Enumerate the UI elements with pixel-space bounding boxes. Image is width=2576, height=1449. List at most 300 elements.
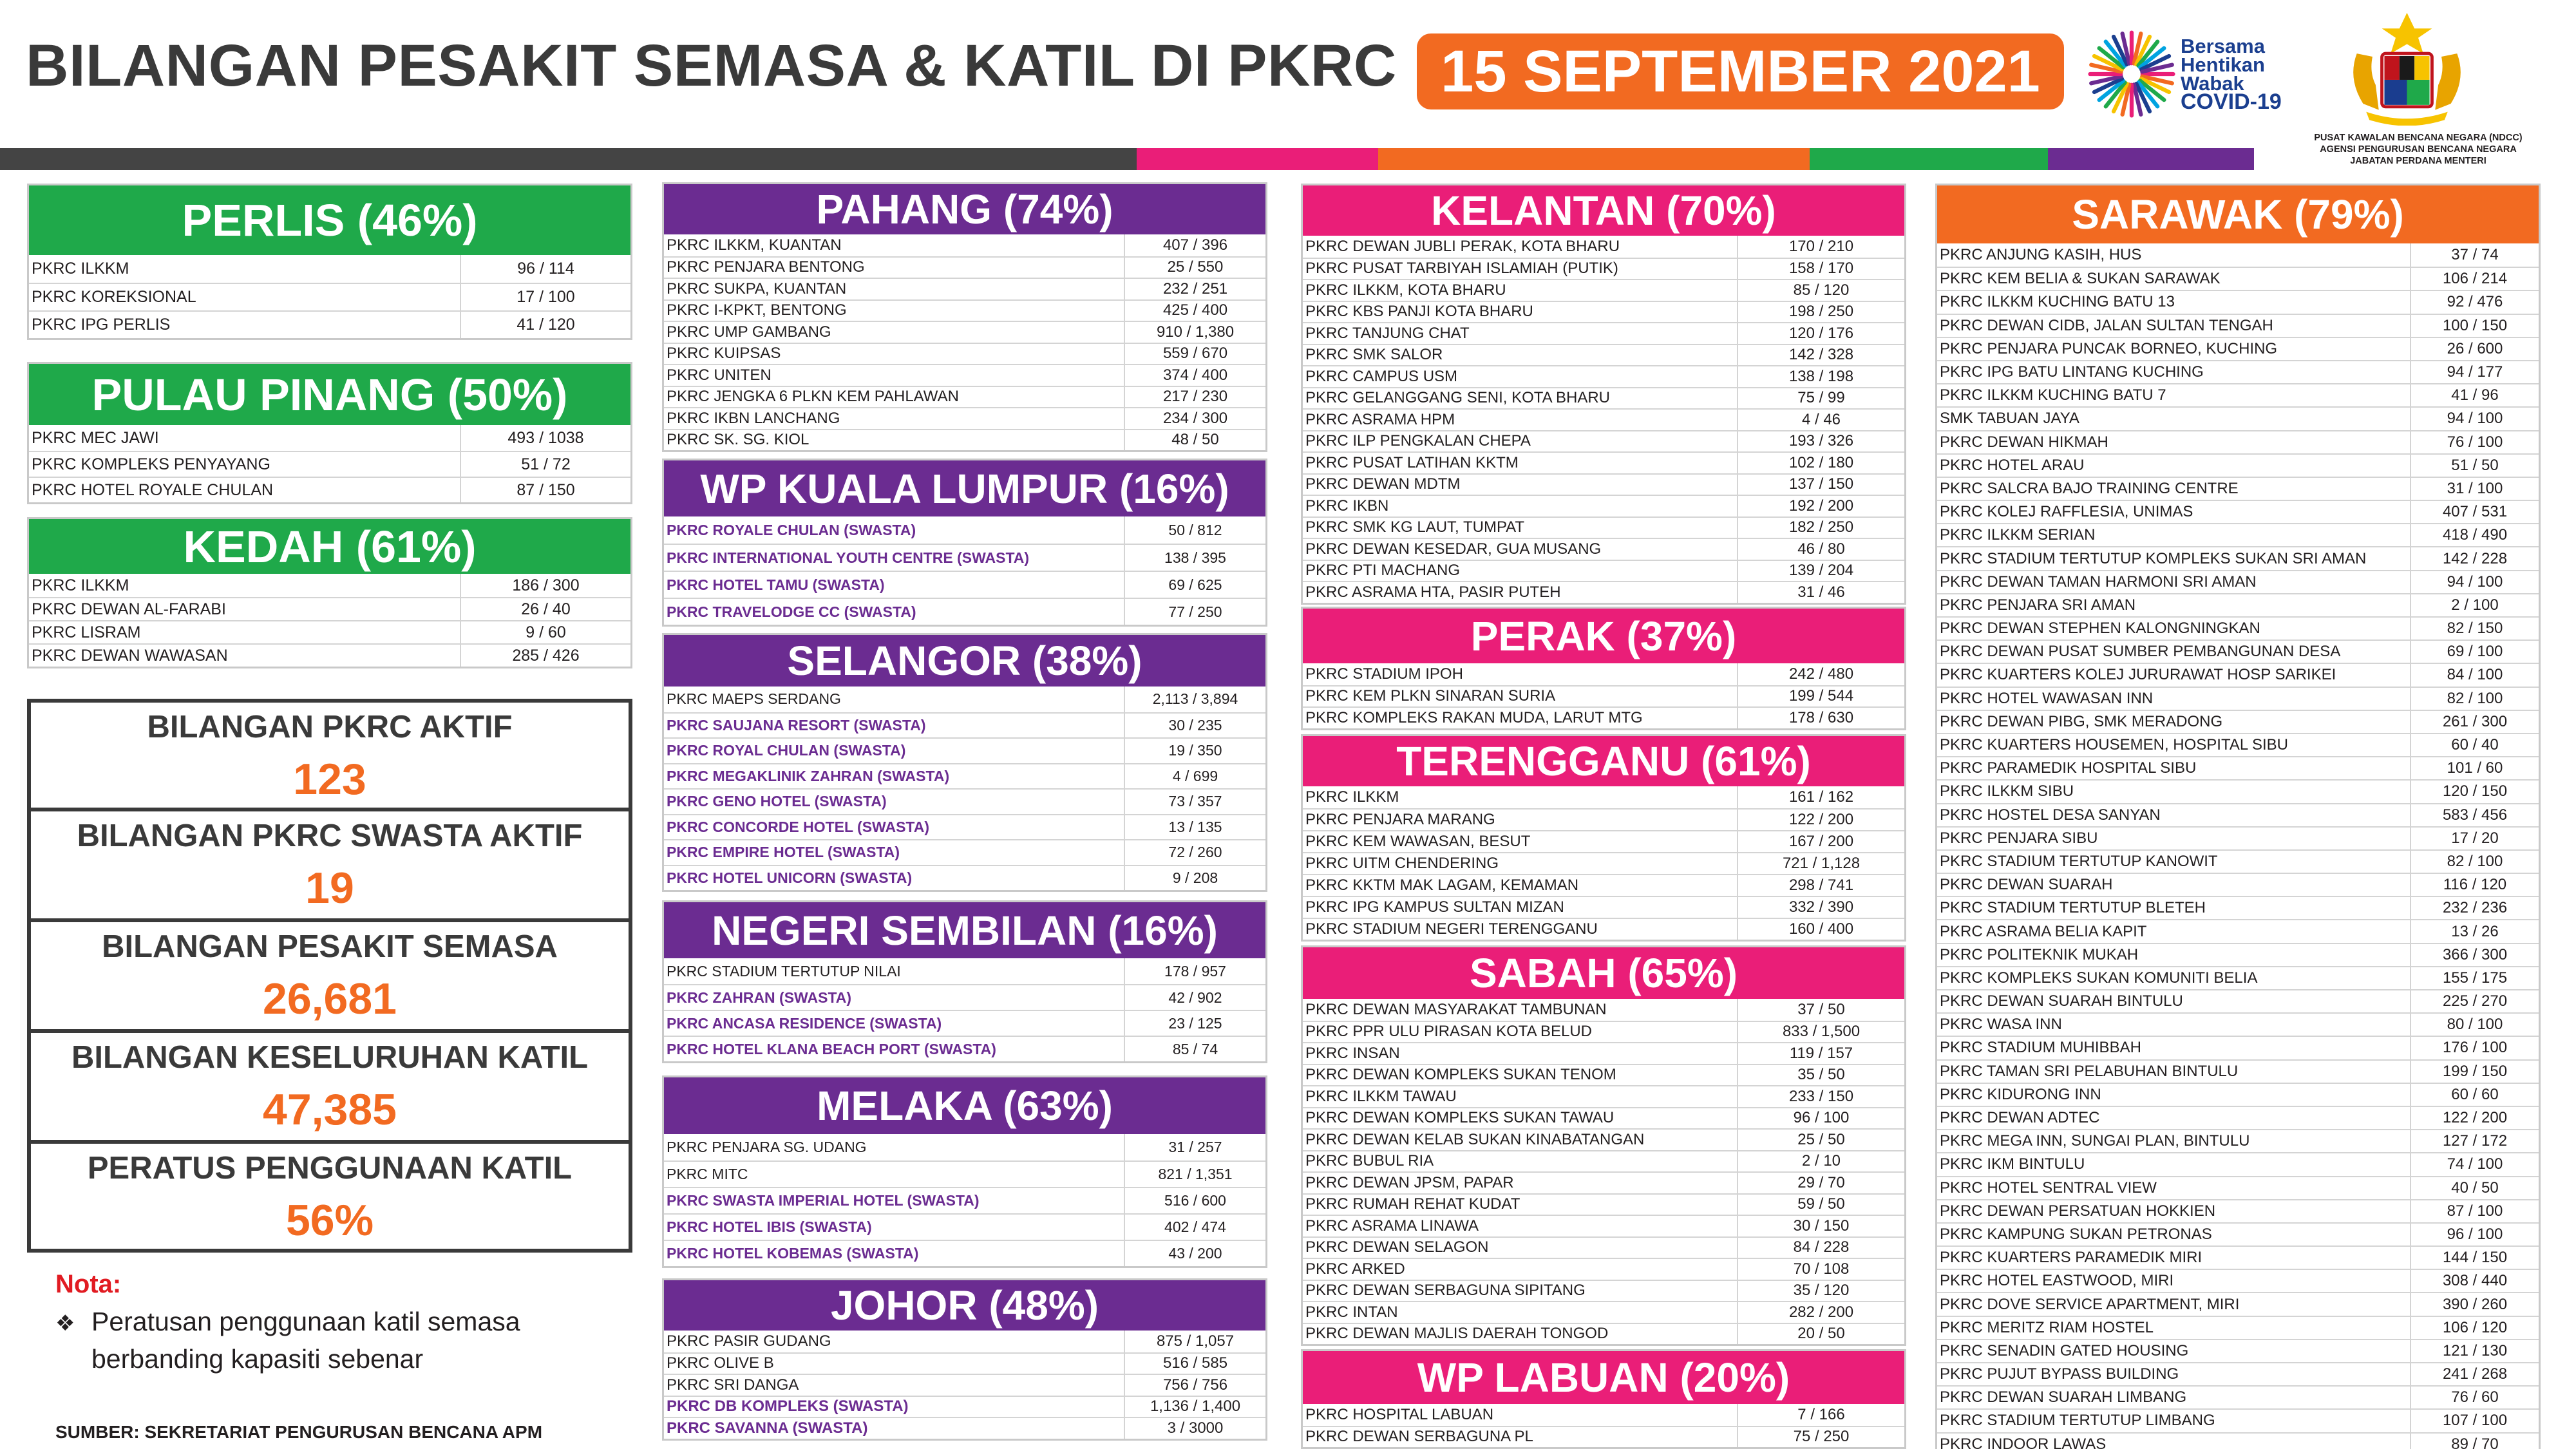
table-row xyxy=(664,1187,1265,1213)
pkrc-name: PKRC ASRAMA BELIA KAPIT xyxy=(1940,922,2147,940)
state-panel-kuala-lumpur xyxy=(662,459,1267,627)
patient-bed-count: 82 / 150 xyxy=(2410,618,2539,639)
table-row xyxy=(1303,451,1904,473)
pkrc-name: PKRC DB KOMPLEKS (SWASTA) xyxy=(667,1397,909,1416)
patient-bed-count: 2 / 100 xyxy=(2410,594,2539,616)
pkrc-name: PKRC PUSAT TARBIYAH ISLAMIAH (PUTIK) xyxy=(1305,260,1618,278)
table-row xyxy=(1937,989,2539,1012)
table-row xyxy=(1303,1280,1904,1302)
summary-label: BILANGAN PKRC SWASTA AKTIF xyxy=(77,819,583,853)
pkrc-name: PKRC PENJARA SRI AMAN xyxy=(1940,596,2136,614)
summary-value: 19 xyxy=(305,864,354,913)
table-row xyxy=(664,1352,1265,1374)
patient-bed-count: 100 / 150 xyxy=(2410,315,2539,337)
pkrc-name: PKRC HOTEL UNICORN (SWASTA) xyxy=(667,869,913,886)
patient-bed-count: 833 / 1,500 xyxy=(1737,1022,1904,1043)
pkrc-name: PKRC SENADIN GATED HOUSING xyxy=(1940,1341,2189,1359)
table-row xyxy=(1303,1128,1904,1150)
pkrc-name: PKRC HOTEL ROYALE CHULAN xyxy=(32,480,274,499)
table-row xyxy=(664,865,1265,891)
pkrc-name: PKRC SWASTA IMPERIAL HOTEL (SWASTA) xyxy=(667,1192,980,1209)
table-row xyxy=(1937,337,2539,360)
pkrc-name: PKRC STADIUM TERTUTUP KANOWIT xyxy=(1940,852,2218,870)
pkrc-name: PKRC ASRAMA HPM xyxy=(1305,410,1455,428)
table-row xyxy=(1303,1064,1904,1086)
patient-bed-count: 87 / 150 xyxy=(460,478,630,502)
patient-bed-count: 234 / 300 xyxy=(1124,408,1265,429)
table-row xyxy=(1303,344,1904,366)
patient-bed-count: 37 / 50 xyxy=(1737,999,1904,1021)
table-row xyxy=(1303,830,1904,852)
table-row xyxy=(1303,408,1904,430)
pkrc-name: PKRC CONCORDE HOTEL (SWASTA) xyxy=(667,818,930,835)
summary-label: BILANGAN PKRC AKTIF xyxy=(147,710,513,744)
table-row xyxy=(1937,756,2539,779)
patient-bed-count: 85 / 74 xyxy=(1124,1037,1265,1061)
pkrc-name: PKRC DEWAN SERBAGUNA PL xyxy=(1305,1428,1533,1446)
pkrc-name: PKRC ILKKM KUCHING BATU 13 xyxy=(1940,293,2175,311)
pkrc-name: PKRC HOTEL ARAU xyxy=(1940,456,2085,474)
table-row xyxy=(1937,290,2539,313)
pkrc-name: PKRC PTI MACHANG xyxy=(1305,562,1461,580)
patient-bed-count: 31 / 100 xyxy=(2410,478,2539,500)
patient-bed-count: 199 / 544 xyxy=(1737,687,1904,707)
table-row xyxy=(1937,1339,2539,1362)
logo-line: Wabak xyxy=(2181,72,2244,95)
summary-label: BILANGAN KESELURUHAN KATIL xyxy=(71,1040,589,1075)
table-row xyxy=(664,429,1265,451)
patient-bed-count: 17 / 20 xyxy=(2410,828,2539,849)
patient-bed-count: 121 / 130 xyxy=(2410,1340,2539,1362)
table-row xyxy=(1937,1245,2539,1269)
summary-label: BILANGAN PESAKIT SEMASA xyxy=(102,929,558,964)
pkrc-name: PKRC ILP PENGKALAN CHEPA xyxy=(1305,432,1531,450)
table-row xyxy=(664,321,1265,343)
table-row xyxy=(1937,896,2539,919)
state-panel-pahang xyxy=(662,182,1267,452)
pkrc-name: PKRC SUKPA, KUANTAN xyxy=(667,279,847,298)
patient-bed-count: 94 / 100 xyxy=(2410,408,2539,430)
pkrc-name: PKRC HOSTEL DESA SANYAN xyxy=(1940,806,2161,824)
patient-bed-count: 92 / 476 xyxy=(2410,291,2539,313)
table-row xyxy=(1303,301,1904,323)
patient-bed-count: 119 / 157 xyxy=(1737,1043,1904,1064)
patient-bed-count: 160 / 400 xyxy=(1737,919,1904,940)
table-row xyxy=(29,425,630,451)
pkrc-name: PKRC DEWAN PERSATUAN HOKKIEN xyxy=(1940,1202,2216,1220)
table-row xyxy=(1937,453,2539,477)
patient-bed-count: 25 / 550 xyxy=(1124,258,1265,278)
table-row xyxy=(1937,943,2539,966)
state-panel-sarawak xyxy=(1935,184,2541,1449)
patient-bed-count: 138 / 198 xyxy=(1737,366,1904,387)
summary-value: 56% xyxy=(285,1196,374,1245)
patient-bed-count: 23 / 125 xyxy=(1124,1011,1265,1036)
header-stripe-purple xyxy=(2048,148,2254,170)
table-row xyxy=(1937,546,2539,569)
patient-bed-count: 72 / 260 xyxy=(1124,840,1265,865)
patient-bed-count: 122 / 200 xyxy=(2410,1107,2539,1129)
patient-bed-count: 30 / 235 xyxy=(1124,714,1265,738)
pkrc-name: PKRC PUJUT BYPASS BUILDING xyxy=(1940,1365,2179,1383)
table-row xyxy=(1303,258,1904,279)
table-row xyxy=(664,712,1265,738)
table-row xyxy=(1937,826,2539,849)
table-row xyxy=(664,407,1265,429)
table-row xyxy=(1937,687,2539,710)
table-row xyxy=(1303,430,1904,452)
table-row xyxy=(29,477,630,502)
table-row xyxy=(1937,779,2539,802)
pkrc-name: PKRC DEWAN MAJLIS DAERAH TONGOD xyxy=(1305,1325,1609,1343)
pkrc-name: PKRC HOTEL KOBEMAS (SWASTA) xyxy=(667,1245,919,1262)
table-row xyxy=(1303,1021,1904,1043)
table-row xyxy=(1937,1362,2539,1385)
patient-bed-count: 51 / 72 xyxy=(460,452,630,477)
table-row xyxy=(1937,430,2539,453)
patient-bed-count: 96 / 100 xyxy=(2410,1224,2539,1245)
note-heading: Nota: xyxy=(55,1270,122,1298)
table-row xyxy=(1303,918,1904,940)
patient-bed-count: 374 / 400 xyxy=(1124,365,1265,386)
state-panel-terengganu xyxy=(1301,734,1906,942)
patient-bed-count: 106 / 214 xyxy=(2410,268,2539,290)
patient-bed-count: 84 / 228 xyxy=(1737,1238,1904,1258)
patient-bed-count: 74 / 100 xyxy=(2410,1153,2539,1175)
pkrc-name: PKRC IPG BATU LINTANG KUCHING xyxy=(1940,363,2204,381)
pkrc-name: PKRC MEGAKLINIK ZAHRAN (SWASTA) xyxy=(667,767,950,784)
table-row xyxy=(1303,685,1904,707)
patient-bed-count: 50 / 812 xyxy=(1124,516,1265,544)
page-title: BILANGAN PESAKIT SEMASA & KATIL DI PKRC xyxy=(26,33,1397,99)
pkrc-name: PKRC STADIUM IPOH xyxy=(1305,665,1463,683)
patient-bed-count: 559 / 670 xyxy=(1124,344,1265,365)
patient-bed-count: 232 / 236 xyxy=(2410,897,2539,919)
table-row xyxy=(1303,473,1904,495)
state-header: PERLIS (46%) xyxy=(29,185,630,255)
patient-bed-count: 137 / 150 xyxy=(1737,475,1904,495)
patient-bed-count: 407 / 396 xyxy=(1124,234,1265,256)
patient-bed-count: 96 / 114 xyxy=(460,255,630,283)
table-row xyxy=(664,516,1265,544)
pkrc-name: PKRC HOTEL WAWASAN INN xyxy=(1940,689,2154,707)
summary-box xyxy=(27,1031,632,1142)
table-row xyxy=(1937,1129,2539,1152)
patient-bed-count: 70 / 108 xyxy=(1737,1259,1904,1280)
pkrc-name: PKRC ZAHRAN (SWASTA) xyxy=(667,989,852,1006)
patient-bed-count: 116 / 120 xyxy=(2410,874,2539,896)
summary-value: 123 xyxy=(293,755,366,804)
pkrc-name: PKRC DEWAN CIDB, JALAN SULTAN TENGAH xyxy=(1940,316,2273,334)
table-row xyxy=(1303,279,1904,301)
table-row xyxy=(664,1036,1265,1061)
table-row xyxy=(1303,706,1904,728)
pkrc-name: PKRC DEWAN PUSAT SUMBER PEMBANGUNAN DESA xyxy=(1940,643,2341,661)
patient-bed-count: 82 / 100 xyxy=(2410,851,2539,873)
patient-bed-count: 89 / 70 xyxy=(2410,1434,2539,1449)
pkrc-name: PKRC KEM WAWASAN, BESUT xyxy=(1305,833,1531,850)
table-row xyxy=(664,984,1265,1010)
patient-bed-count: 76 / 60 xyxy=(2410,1387,2539,1408)
table-row xyxy=(1937,1176,2539,1199)
table-row xyxy=(1303,1236,1904,1258)
pkrc-name: PKRC CAMPUS USM xyxy=(1305,367,1458,385)
table-row xyxy=(664,1374,1265,1396)
table-row xyxy=(1303,1042,1904,1064)
summary-box xyxy=(27,920,632,1031)
patient-bed-count: 41 / 96 xyxy=(2410,384,2539,406)
pkrc-name: PKRC ILKKM xyxy=(32,576,129,594)
coat-of-arms-icon xyxy=(2344,10,2470,126)
patient-bed-count: 182 / 250 xyxy=(1737,518,1904,538)
pkrc-name: PKRC TRAVELODGE CC (SWASTA) xyxy=(667,603,916,620)
pkrc-name: PKRC PASIR GUDANG xyxy=(667,1332,831,1350)
table-row xyxy=(1937,1269,2539,1292)
header-stripe-pink xyxy=(1137,148,1378,170)
table-row xyxy=(1937,477,2539,500)
pkrc-name: PKRC UITM CHENDERING xyxy=(1305,855,1499,872)
pkrc-name: PKRC HOTEL KLANA BEACH PORT (SWASTA) xyxy=(667,1040,996,1057)
patient-bed-count: 390 / 260 xyxy=(2410,1293,2539,1315)
patient-bed-count: 332 / 390 xyxy=(1737,897,1904,918)
patient-bed-count: 69 / 625 xyxy=(1124,572,1265,598)
table-row xyxy=(664,763,1265,789)
state-panel-labuan xyxy=(1301,1349,1906,1449)
pkrc-name: PKRC SAUJANA RESORT (SWASTA) xyxy=(667,716,926,734)
state-header: KELANTAN (70%) xyxy=(1303,185,1904,236)
patient-bed-count: 493 / 1038 xyxy=(460,425,630,451)
pkrc-name: PKRC DEWAN ADTEC xyxy=(1940,1109,2100,1127)
table-row xyxy=(664,544,1265,571)
header-stripe-gray xyxy=(0,148,1137,170)
table-row xyxy=(664,687,1265,712)
pkrc-name: PKRC ILKKM xyxy=(1305,788,1399,806)
patient-bed-count: 285 / 426 xyxy=(460,645,630,667)
patient-bed-count: 170 / 210 xyxy=(1737,236,1904,258)
pkrc-name: PKRC STADIUM TERTUTUP LIMBANG xyxy=(1940,1412,2215,1430)
table-row xyxy=(1303,896,1904,918)
patient-bed-count: 25 / 50 xyxy=(1737,1130,1904,1150)
table-row xyxy=(664,234,1265,256)
patient-bed-count: 1,136 / 1,400 xyxy=(1124,1397,1265,1417)
table-row xyxy=(664,1213,1265,1240)
patient-bed-count: 82 / 100 xyxy=(2410,688,2539,710)
patient-bed-count: 46 / 80 xyxy=(1737,539,1904,560)
table-row xyxy=(1937,873,2539,896)
table-row xyxy=(664,364,1265,386)
pkrc-name: PKRC IKBN LANCHANG xyxy=(667,409,840,427)
table-row xyxy=(1937,919,2539,942)
pkrc-name: PKRC WASA INN xyxy=(1940,1016,2062,1034)
patient-bed-count: 192 / 200 xyxy=(1737,496,1904,516)
patient-bed-count: 158 / 170 xyxy=(1737,259,1904,279)
table-row xyxy=(664,737,1265,763)
pkrc-name: PKRC HOTEL SENTRAL VIEW xyxy=(1940,1179,2157,1197)
table-row xyxy=(1303,1215,1904,1236)
table-row xyxy=(29,283,630,310)
pkrc-name: PKRC STADIUM TERTUTUP KOMPLEKS SUKAN SRI AMAN xyxy=(1940,549,2367,567)
table-row xyxy=(1937,1316,2539,1339)
patient-bed-count: 26 / 600 xyxy=(2410,338,2539,360)
patient-bed-count: 94 / 177 xyxy=(2410,361,2539,383)
pkrc-name: PKRC PARAMEDIK HOSPITAL SIBU xyxy=(1940,759,2197,777)
pkrc-name: PKRC JENGKA 6 PLKN KEM PAHLAWAN xyxy=(667,388,959,406)
pkrc-name: PKRC KOMPLEKS RAKAN MUDA, LARUT MTG xyxy=(1305,708,1643,726)
table-row xyxy=(664,1010,1265,1036)
pkrc-name: PKRC DEWAN SUARAH LIMBANG xyxy=(1940,1388,2187,1406)
patient-bed-count: 76 / 100 xyxy=(2410,431,2539,453)
patient-bed-count: 721 / 1,128 xyxy=(1737,853,1904,874)
table-row xyxy=(1303,663,1904,685)
patient-bed-count: 4 / 699 xyxy=(1124,764,1265,789)
pkrc-name: PKRC INSAN xyxy=(1305,1044,1400,1062)
table-row xyxy=(1303,1258,1904,1280)
table-row xyxy=(1303,1301,1904,1323)
table-row xyxy=(29,310,630,338)
patient-bed-count: 13 / 135 xyxy=(1124,815,1265,840)
patient-bed-count: 161 / 162 xyxy=(1737,786,1904,808)
pkrc-name: PKRC TAMAN SRI PELABUHAN BINTULU xyxy=(1940,1062,2239,1080)
pkrc-name: PKRC DEWAN TAMAN HARMONI SRI AMAN xyxy=(1940,573,2257,591)
table-row xyxy=(29,643,630,667)
patient-bed-count: 120 / 150 xyxy=(2410,781,2539,802)
summary-panel xyxy=(27,699,632,1253)
pkrc-name: PKRC KUARTERS PARAMEDIK MIRI xyxy=(1940,1249,2202,1267)
table-row xyxy=(29,574,630,597)
summary-box xyxy=(27,699,632,810)
summary-value: 47,385 xyxy=(263,1085,397,1134)
patient-bed-count: 186 / 300 xyxy=(460,574,630,597)
pkrc-name: PKRC ASRAMA HTA, PASIR PUTEH xyxy=(1305,583,1561,601)
pkrc-name: PKRC HOSPITAL LABUAN xyxy=(1305,1405,1494,1423)
agency-line: AGENSI PENGURUSAN BENCANA NEGARA xyxy=(2320,144,2517,155)
pkrc-name: PKRC ARKED xyxy=(1305,1260,1405,1278)
table-row xyxy=(1937,1222,2539,1245)
table-row xyxy=(664,1396,1265,1417)
pkrc-name: PKRC KEM BELIA & SUKAN SARAWAK xyxy=(1940,270,2221,288)
patient-bed-count: 48 / 50 xyxy=(1124,430,1265,451)
table-row xyxy=(664,1331,1265,1352)
table-row xyxy=(1937,1408,2539,1432)
pkrc-name: PKRC ILKKM TAWAU xyxy=(1305,1087,1457,1105)
patient-bed-count: 127 / 172 xyxy=(2410,1130,2539,1152)
patient-bed-count: 199 / 150 xyxy=(2410,1061,2539,1083)
table-row xyxy=(29,451,630,477)
patient-bed-count: 35 / 120 xyxy=(1737,1281,1904,1302)
pkrc-name: PKRC ILKKM SERIAN xyxy=(1940,526,2096,544)
state-panel-perlis xyxy=(27,184,632,340)
pkrc-name: PKRC ANCASA RESIDENCE (SWASTA) xyxy=(667,1014,942,1032)
state-header: MELAKA (63%) xyxy=(664,1077,1265,1134)
sunburst-icon xyxy=(2087,29,2177,119)
pkrc-name: PKRC INTAN xyxy=(1305,1303,1398,1321)
patient-bed-count: 20 / 50 xyxy=(1737,1324,1904,1345)
summary-value: 26,681 xyxy=(263,974,397,1023)
pkrc-name: PKRC STADIUM TERTUTUP NILAI xyxy=(667,962,901,980)
pkrc-name: PKRC ILKKM, KOTA BHARU xyxy=(1305,281,1506,299)
pkrc-name: PKRC DEWAN KOMPLEKS SUKAN TENOM xyxy=(1305,1066,1616,1084)
pkrc-name: PKRC MITC xyxy=(667,1166,748,1182)
table-row xyxy=(1303,1404,1904,1426)
pkrc-name: PKRC DEWAN KELAB SUKAN KINABATANGAN xyxy=(1305,1130,1645,1148)
patient-bed-count: 139 / 204 xyxy=(1737,561,1904,582)
patient-bed-count: 60 / 40 xyxy=(2410,734,2539,756)
patient-bed-count: 144 / 150 xyxy=(2410,1247,2539,1269)
state-panel-kelantan xyxy=(1301,184,1906,605)
table-row xyxy=(1937,360,2539,383)
table-row xyxy=(664,788,1265,814)
pkrc-name: PKRC MAEPS SERDANG xyxy=(667,690,841,708)
patient-bed-count: 59 / 50 xyxy=(1737,1195,1904,1215)
patient-bed-count: 402 / 474 xyxy=(1124,1215,1265,1240)
pkrc-name: PKRC ROYALE CHULAN (SWASTA) xyxy=(667,521,916,538)
patient-bed-count: 26 / 40 xyxy=(460,598,630,620)
pkrc-name: PKRC GENO HOTEL (SWASTA) xyxy=(667,793,887,810)
table-row xyxy=(664,958,1265,984)
table-row xyxy=(1303,1193,1904,1215)
summary-label: PERATUS PENGGUNAAN KATIL xyxy=(87,1151,573,1186)
patient-bed-count: 193 / 326 xyxy=(1737,431,1904,452)
table-row xyxy=(1937,1199,2539,1222)
table-row xyxy=(664,571,1265,598)
header-stripe-orange xyxy=(1378,148,1810,170)
pkrc-name: PKRC STADIUM TERTUTUP BLETEH xyxy=(1940,899,2206,917)
table-row xyxy=(1937,1292,2539,1315)
table-row xyxy=(1303,1426,1904,1448)
pkrc-name: PKRC DEWAN KOMPLEKS SUKAN TAWAU xyxy=(1305,1109,1615,1127)
pkrc-name: PKRC HOTEL IBIS (SWASTA) xyxy=(667,1218,872,1235)
pkrc-name: PKRC GELANGGANG SENI, KOTA BHARU xyxy=(1305,389,1610,407)
patient-bed-count: 29 / 70 xyxy=(1737,1173,1904,1193)
table-row xyxy=(1303,322,1904,344)
patient-bed-count: 19 / 350 xyxy=(1124,739,1265,763)
patient-bed-count: 69 / 100 xyxy=(2410,641,2539,663)
patient-bed-count: 7 / 166 xyxy=(1737,1404,1904,1426)
patient-bed-count: 102 / 180 xyxy=(1737,453,1904,473)
logo-line: COVID-19 xyxy=(2181,90,2282,114)
patient-bed-count: 107 / 100 xyxy=(2410,1410,2539,1432)
pkrc-name: PKRC STADIUM MUHIBBAH xyxy=(1940,1039,2141,1057)
pkrc-name: PKRC SRI DANGA xyxy=(667,1376,799,1394)
patient-bed-count: 167 / 200 xyxy=(1737,831,1904,852)
pkrc-name: PKRC PENJARA BENTONG xyxy=(667,258,865,276)
pkrc-name: PKRC DEWAN WAWASAN xyxy=(32,646,228,665)
patient-bed-count: 101 / 60 xyxy=(2410,757,2539,779)
table-row xyxy=(29,597,630,620)
note-line: berbanding kapasiti sebenar xyxy=(91,1344,424,1374)
table-row xyxy=(1303,1150,1904,1172)
patient-bed-count: 9 / 208 xyxy=(1124,866,1265,891)
logo-line: Bersama xyxy=(2181,35,2265,57)
state-header: WP LABUAN (20%) xyxy=(1303,1351,1904,1404)
pkrc-name: PKRC DOVE SERVICE APARTMENT, MIRI xyxy=(1940,1295,2240,1313)
pkrc-name: PKRC INDOOR LAWAS xyxy=(1940,1435,2107,1449)
patient-bed-count: 155 / 175 xyxy=(2410,967,2539,989)
patient-bed-count: 225 / 270 xyxy=(2410,990,2539,1012)
pkrc-name: PKRC KUARTERS HOUSEMEN, HOSPITAL SIBU xyxy=(1940,736,2288,754)
pkrc-name: PKRC PUSAT LATIHAN KKTM xyxy=(1305,453,1519,471)
covid-campaign-logo xyxy=(2087,26,2293,122)
pkrc-name: PKRC ILKKM, KUANTAN xyxy=(667,236,842,254)
patient-bed-count: 232 / 251 xyxy=(1124,279,1265,299)
patient-bed-count: 176 / 100 xyxy=(2410,1037,2539,1059)
table-row xyxy=(1303,1323,1904,1345)
patient-bed-count: 308 / 440 xyxy=(2410,1270,2539,1292)
table-row xyxy=(1937,243,2539,267)
pkrc-name: PKRC RUMAH REHAT KUDAT xyxy=(1305,1195,1520,1213)
patient-bed-count: 120 / 176 xyxy=(1737,323,1904,344)
table-row xyxy=(1937,1106,2539,1129)
